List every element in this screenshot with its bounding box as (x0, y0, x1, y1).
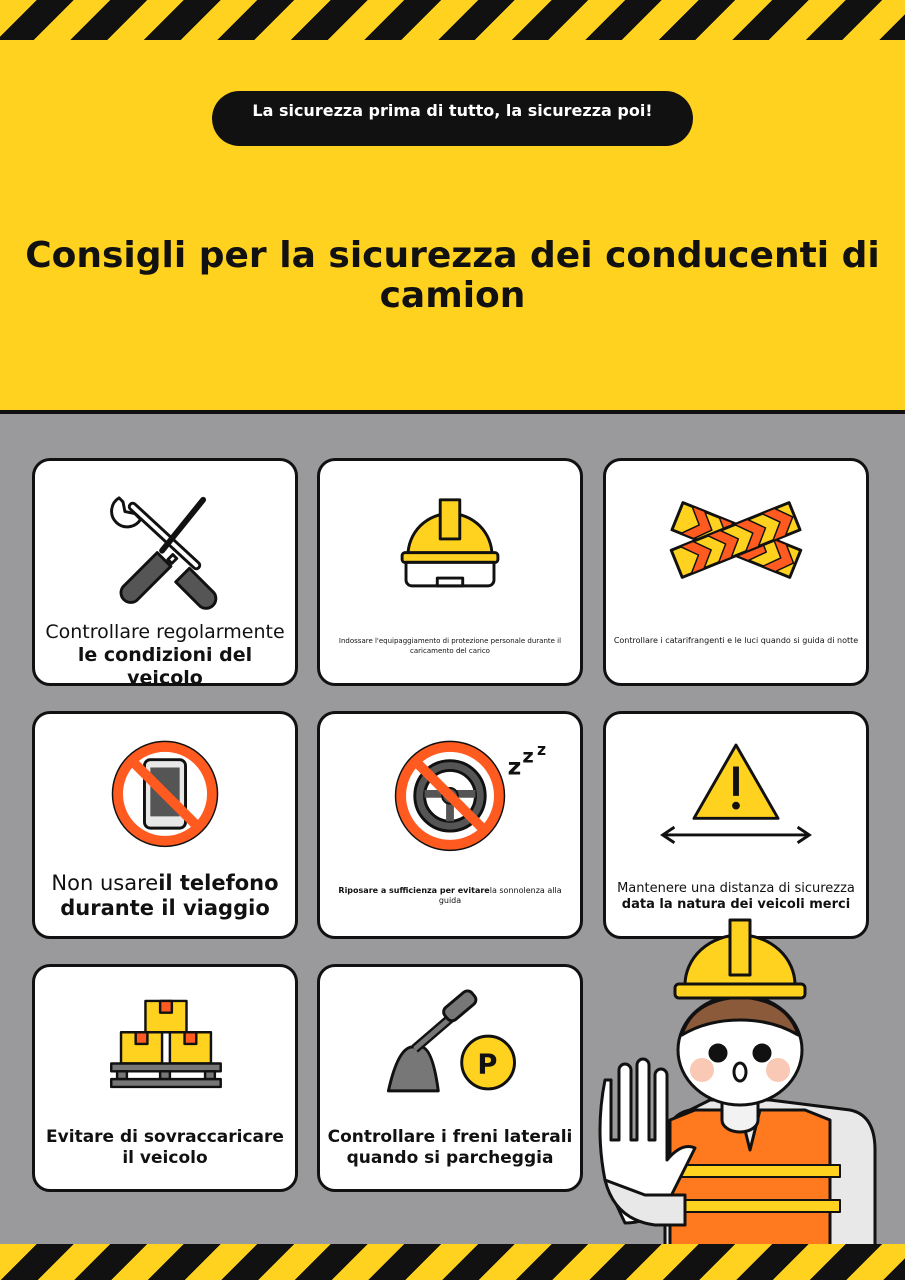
handbrake-parking-icon (320, 967, 580, 1117)
svg-text:z: z (536, 739, 547, 759)
svg-text:z: z (522, 744, 534, 768)
page-title: Consigli per la sicurezza dei conducenti di camion (25, 235, 880, 316)
card-1-text-light: Controllare regolarmente (45, 621, 285, 643)
reflectors-icon (606, 461, 866, 611)
hazard-stripe-bottom (0, 1244, 905, 1280)
tools-icon (35, 461, 295, 611)
hazard-stripe-top (0, 0, 905, 40)
card-4-text-light: Non usare (51, 871, 159, 895)
card-5-text-bold: Riposare a sufficienza per evitare (338, 886, 490, 895)
card-reflectors (603, 458, 869, 686)
svg-text:P: P (477, 1049, 498, 1081)
no-sleep-driving-icon (320, 714, 580, 864)
header-banner (0, 40, 905, 414)
card-6-text-light: Mantenere una distanza di sicurezza (617, 881, 855, 896)
card-3-text: Controllare i catarifrangenti e le luci quando si guida di notte (613, 636, 859, 645)
card-ppe (317, 458, 583, 686)
card-no-phone (32, 711, 298, 939)
card-7-text: Evitare di sovraccaricare il veicolo (46, 1127, 284, 1168)
overloaded-pallet-icon (35, 967, 295, 1117)
warning-distance-icon (606, 714, 866, 864)
card-4-text-bold: il telefono durante il viaggio (60, 871, 279, 920)
no-phone-icon (35, 714, 295, 864)
tagline-pill: La sicurezza prima di tutto, la sicurezza poi! (212, 91, 693, 146)
card-handbrake (317, 964, 583, 1192)
card-2-text: Indossare l'equipaggiamento di protezione personale durante il caricamento del carico (338, 637, 562, 655)
card-overload (32, 964, 298, 1192)
hard-hat-icon (320, 461, 580, 611)
stop-worker-icon (590, 910, 890, 1250)
card-1-text-bold: le condizioni del veicolo (77, 644, 253, 689)
card-vehicle-check (32, 458, 298, 689)
card-5-text-light: la sonnolenza alla guida (438, 886, 562, 905)
card-distance (603, 711, 869, 939)
card-8-text: Controllare i freni laterali quando si parcheggia (327, 1127, 573, 1168)
card-6-text-bold: data la natura dei veicoli merci (621, 897, 851, 912)
card-rest (317, 711, 583, 939)
svg-text:z: z (507, 752, 522, 781)
